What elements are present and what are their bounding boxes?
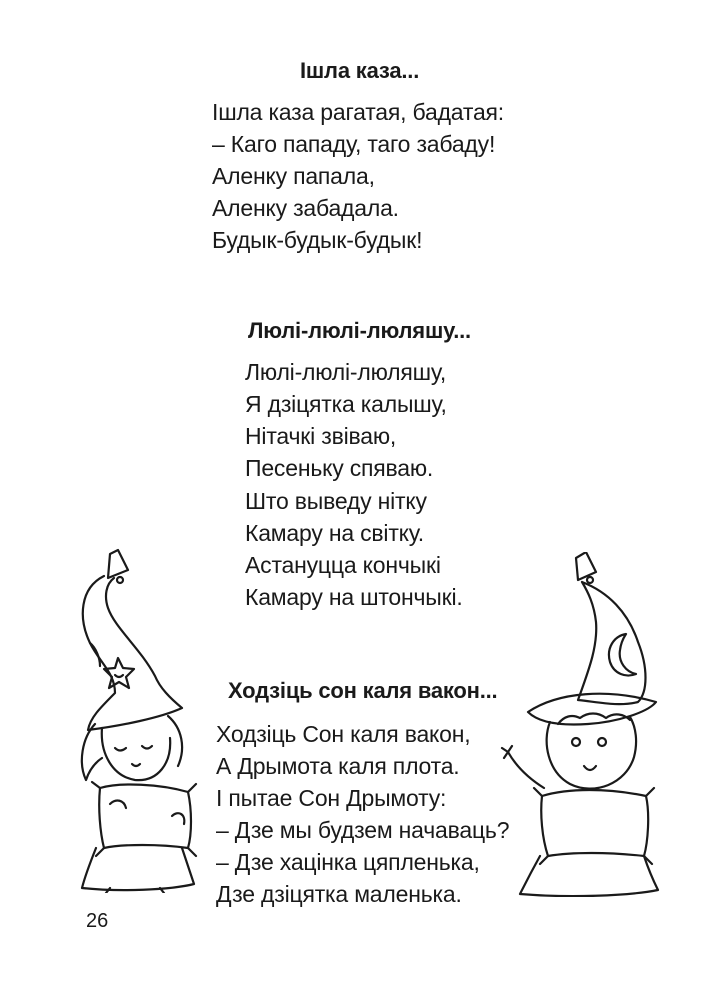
poem-title-3: Ходзіць сон каля вакон... [228,678,498,703]
poem-3-stanza-1 [216,718,509,910]
gnome-star-hat-illustration [60,548,210,893]
poem-2-stanza-2 [245,485,463,613]
poem-line: І пытае Сон Дрымоту: [216,785,447,811]
poem-line: Што выведу нітку [245,488,427,514]
gnome-moon-hat-illustration [498,552,663,897]
poem-line: – Каго пападу, таго забаду! [212,131,496,157]
poem-line: Нітачкі звіваю, [245,423,397,449]
poem-line: Будык-будык-будык! [212,227,423,253]
poem-line: – Дзе мы будзем начаваць? [216,817,510,843]
poem-line: Люлі-люлі-люляшу, [245,359,447,385]
poem-line: Камару на світку. [245,520,424,546]
poem-line: Дзе дзіцятка маленька. [216,881,462,907]
poem-line: Аленку папала, [212,163,375,189]
poem-line: Я дзіцятка калышу, [245,391,447,417]
poem-line: Аленку забадала. [212,195,399,221]
page-number: 26 [86,910,109,932]
poem-1-stanza-1 [212,96,504,256]
poem-line: А Дрымота каля плота. [216,753,460,779]
poem-line: Ішла каза рагатая, бадатая: [212,99,504,125]
poem-line: Ходзіць Сон каля вакон, [216,721,471,747]
poem-title-2: Люлі-люлі-люляшу... [248,318,471,343]
poem-line: – Дзе хацінка цяпленька, [216,849,480,875]
poem-title-1: Ішла каза... [300,58,420,83]
poem-line: Астануцца кончыкі [245,552,441,578]
poem-line: Камару на штончыкі. [245,584,463,610]
poem-2-stanza-1 [245,356,447,484]
poem-line: Песеньку спяваю. [245,455,434,481]
